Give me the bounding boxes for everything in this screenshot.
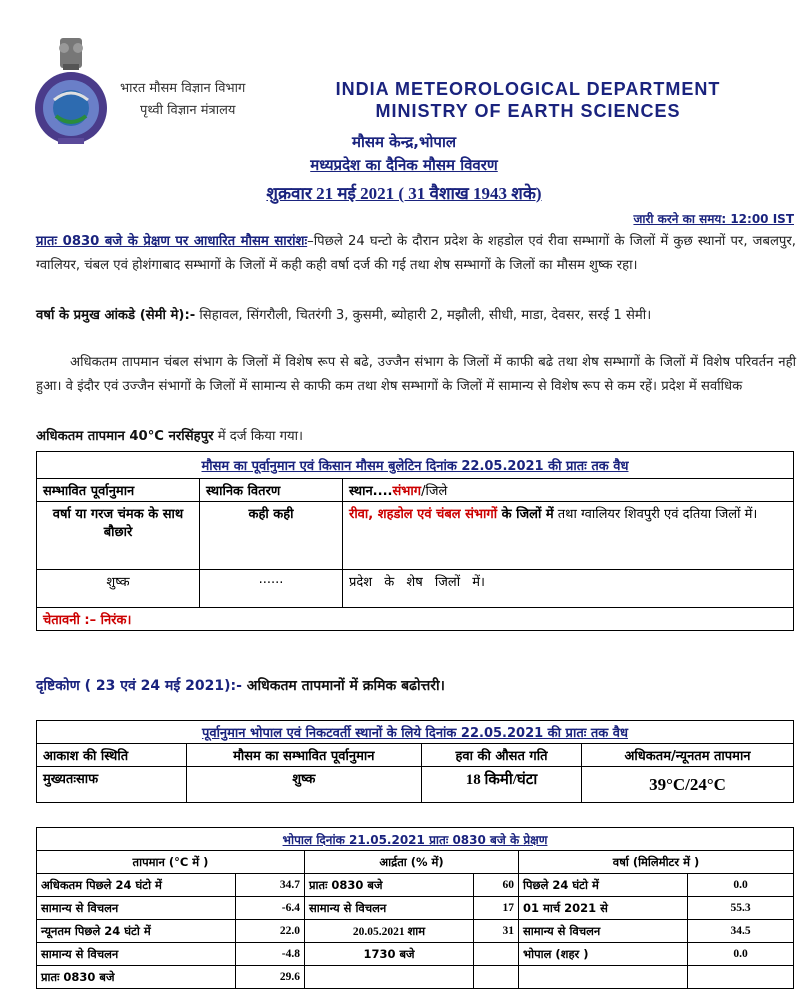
center-name: मौसम केन्द्र,भोपाल (351, 133, 456, 151)
temp-paragraph: अधिकतम तापमान चंबल संभाग के जिलों में विशेष रूप से बढे, उज्जैन संभाग के जिलों में काफी बढे तथा शेष सम्भागों के जिलों में विशेष परिवर्तन नही हुआ। वे इंदौर एवं उज्जैन संभागों के जिलों में सामान्य से काफी कम तथा शेष सम्भागों के जिलों में सामान्य से विशेष रूप से कम रहें। प्रदेश में सर्वाधिक (36, 355, 796, 394)
report-title: मध्यप्रदेश का दैनिक मौसम विवरण (310, 156, 498, 174)
obs-cell: सामान्य से विचलन (519, 920, 688, 943)
obs-cell: पिछले 24 घंटो में (519, 874, 688, 897)
table-row (37, 920, 794, 943)
bhopal-forecast-table (36, 720, 794, 803)
obs-header: तापमान (°C में ) (37, 851, 305, 874)
obs-cell: सामान्य से विचलन (305, 897, 474, 920)
bhopal-value: 18 किमी/घंटा (421, 767, 581, 803)
obs-cell: सामान्य से विचलन (37, 897, 236, 920)
bhopal-forecast-title: पूर्वानुमान भोपाल एवं निकटवर्ती स्थानों के लिये दिनांक 22.05.2021 की प्रातः तक वैध (37, 721, 794, 744)
obs-header: वर्षा (मिलिमीटर में ) (519, 851, 794, 874)
forecast-cell: कही कही (200, 502, 343, 570)
obs-cell: -6.4 (236, 897, 305, 920)
bhopal-header: अधिकतम/न्यूनतम तापमान (582, 744, 794, 767)
issue-time: जारी करने का समय: 12:00 IST (633, 212, 794, 226)
forecast-col-header: स्थानिक वितरण (200, 479, 343, 502)
warning-text: चेतावनी :– निरंक। (37, 608, 794, 631)
obs-cell (474, 966, 519, 989)
forecast-cell: वर्षा या गरज चंमक के साथ बौछारे (37, 502, 200, 570)
rain-paragraph: वर्षा के प्रमुख आंकडे (सेमी मे):- सिहावल, सिंगरौली, चितरंगी 3, कुसमी, ब्योहारी 2, मझौली, सीधी, माडा, देवसर, सरई 1 सेमी। (36, 308, 652, 323)
obs-cell: 55.3 (688, 897, 794, 920)
observation-title: भोपाल दिनांक 21.05.2021 प्रातः 0830 बजे के प्रेक्षण (37, 828, 794, 851)
obs-cell: 01 मार्च 2021 से (519, 897, 688, 920)
obs-cell (474, 943, 519, 966)
bhopal-header: आकाश की स्थिति (37, 744, 187, 767)
bhopal-value: 39°C/24°C (582, 767, 794, 803)
outlook-line: दृष्टिकोण ( 23 एवं 24 मई 2021):- अधिकतम तापमानों में क्रमिक बढोत्तरी। (36, 678, 445, 694)
bhopal-header: हवा की औसत गति (421, 744, 581, 767)
obs-cell: 60 (474, 874, 519, 897)
obs-cell: न्यूनतम पिछले 24 घंटो में (37, 920, 236, 943)
obs-cell: 34.7 (236, 874, 305, 897)
obs-cell: प्रातः 0830 बजे (305, 874, 474, 897)
obs-cell: 17 (474, 897, 519, 920)
obs-cell: अधिकतम पिछले 24 घंटो में (37, 874, 236, 897)
bhopal-value: शुष्क (186, 767, 421, 803)
obs-cell: 0.0 (688, 943, 794, 966)
obs-cell (688, 966, 794, 989)
obs-cell: 1730 बजे (305, 943, 474, 966)
max-temp-line: अधिकतम तापमान 40°C नरसिंहपुर में दर्ज किया गया। (36, 429, 304, 444)
obs-cell: प्रातः 0830 बजे (37, 966, 236, 989)
forecast-col-header: सम्भावित पूर्वानुमान (37, 479, 200, 502)
forecast-table (36, 451, 794, 631)
forecast-cell: शुष्क (37, 570, 200, 608)
table-row (37, 874, 794, 897)
forecast-title: मौसम का पूर्वानुमान एवं किसान मौसम बुलेटिन दिनांक 22.05.2021 की प्रातः तक वैध (37, 452, 794, 479)
obs-cell: 34.5 (688, 920, 794, 943)
report-date: शुक्रवार 21 मई 2021 ( 31 वैशाख 1943 शके) (266, 184, 542, 203)
summary-paragraph: प्रातः 0830 बजे के प्रेक्षण पर आधारित मौसम सारांशः–पिछले 24 घन्टो के दौरान प्रदेश के शहडोल एवं रीवा सम्भागों के जिलों में कुछ स्थानों पर, जबलपुर, ग्वालियर, चंबल एवं होशंगाबाद सम्भागों के जिलों में कही कही वर्षा दर्ज की गई तथा शेष सम्भागों के जिलों का मौसम शुष्क रहा। (36, 234, 796, 273)
obs-cell: 20.05.2021 शाम (305, 920, 474, 943)
obs-cell: -4.8 (236, 943, 305, 966)
obs-cell (519, 966, 688, 989)
table-row (37, 897, 794, 920)
obs-cell: सामान्य से विचलन (37, 943, 236, 966)
obs-cell: भोपाल (शहर ) (519, 943, 688, 966)
dept-hindi: भारत मौसम विज्ञान विभाग पृथ्वी विज्ञान मंत्रालय (120, 81, 246, 118)
forecast-cell: रीवा, शहडोल एवं चंबल संभागों के जिलों में तथा ग्वालियर शिवपुरी एवं दतिया जिलों में। (343, 502, 794, 570)
obs-cell (305, 966, 474, 989)
forecast-col-header: स्थान....संभाग/जिले (343, 479, 794, 502)
obs-cell: 29.6 (236, 966, 305, 989)
obs-cell: 31 (474, 920, 519, 943)
forecast-cell: प्रदेश के शेष जिलों में। (343, 570, 794, 608)
dept-english: INDIA METEOROLOGICAL DEPARTMENT MINISTRY OF EARTH SCIENCES (335, 79, 721, 121)
obs-cell: 0.0 (688, 874, 794, 897)
bhopal-header: मौसम का सम्भावित पूर्वानुमान (186, 744, 421, 767)
forecast-cell: ...... (200, 570, 343, 608)
table-row (37, 966, 794, 989)
observation-table (36, 827, 794, 989)
bhopal-value: मुख्यतःसाफ (37, 767, 187, 803)
obs-header: आर्द्रता (% में) (305, 851, 519, 874)
table-row (37, 943, 794, 966)
obs-cell: 22.0 (236, 920, 305, 943)
